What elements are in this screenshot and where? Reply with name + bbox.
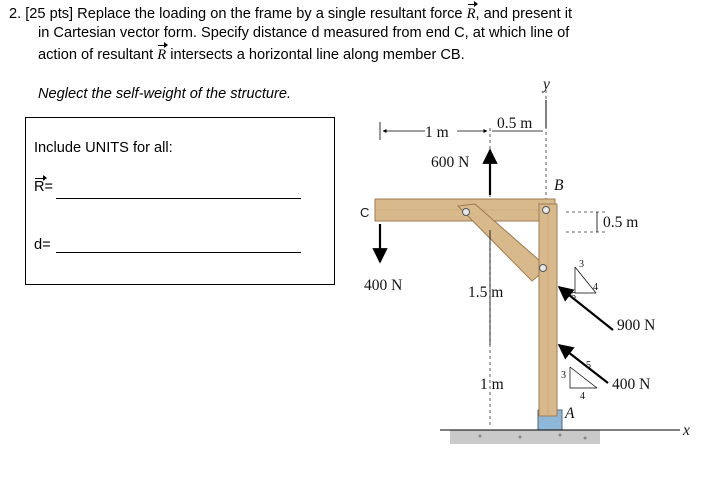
member-ab [539, 204, 557, 416]
force-400n-right [559, 345, 650, 402]
y-axis-label: y [543, 76, 550, 93]
slope-upper-a: 3 [579, 259, 584, 270]
force-600n [431, 150, 490, 195]
r-answer-eq: = [44, 179, 54, 195]
vertical-dimensions [468, 230, 504, 393]
slope-lower-c: 5 [586, 360, 591, 371]
dim-05m-right [597, 212, 638, 232]
ground [450, 430, 600, 444]
dim-05m-top: 0.5 m [497, 115, 533, 132]
top-dimensions [380, 115, 543, 141]
slope-upper-c: 5 [571, 291, 576, 302]
dim-1m-top: 1 m [425, 124, 449, 141]
point-c-label: C [360, 205, 370, 220]
problem-line2: in Cartesian vector form. Specify distance d measured from end C, at which line of [38, 25, 570, 41]
r-answer-label: R [34, 179, 45, 195]
coordinate-axes [440, 76, 690, 439]
force-400n-left [364, 224, 402, 294]
force-900n-label: 900 N [617, 317, 656, 334]
force-900n [559, 259, 655, 334]
problem-points: [25 pts] [25, 6, 74, 22]
problem-number: 2. [9, 6, 22, 22]
slope-upper-b: 4 [593, 282, 598, 293]
force-600n-label: 600 N [431, 154, 470, 171]
neglect-note: Neglect the self-weight of the structure. [38, 86, 292, 102]
dim-15m-label: 1.5 m [468, 284, 504, 301]
vector-r-symbol-2: R [157, 47, 167, 63]
force-400n-right-label: 400 N [612, 376, 651, 393]
problem-line3-end: intersects a horizontal line along member CB. [166, 47, 465, 63]
x-axis-label: x [683, 422, 690, 439]
problem-line1-end: , and present it [475, 6, 573, 22]
d-answer-label: d= [34, 237, 51, 253]
point-a-label: A [565, 405, 575, 422]
slope-lower-a: 3 [561, 370, 566, 381]
problem-line3-start: action of resultant [38, 47, 158, 63]
units-instruction: Include UNITS for all: [34, 140, 173, 156]
slope-lower-b: 4 [580, 391, 585, 402]
problem-line1: Replace the loading on the frame by a single resultant force [77, 6, 467, 22]
dim-05m-right-label: 0.5 m [603, 214, 639, 231]
point-b-label: B [554, 177, 564, 194]
force-400n-left-label: 400 N [364, 277, 403, 294]
dim-1m-bottom-label: 1 m [480, 376, 504, 393]
vector-r-symbol: R [466, 6, 476, 22]
